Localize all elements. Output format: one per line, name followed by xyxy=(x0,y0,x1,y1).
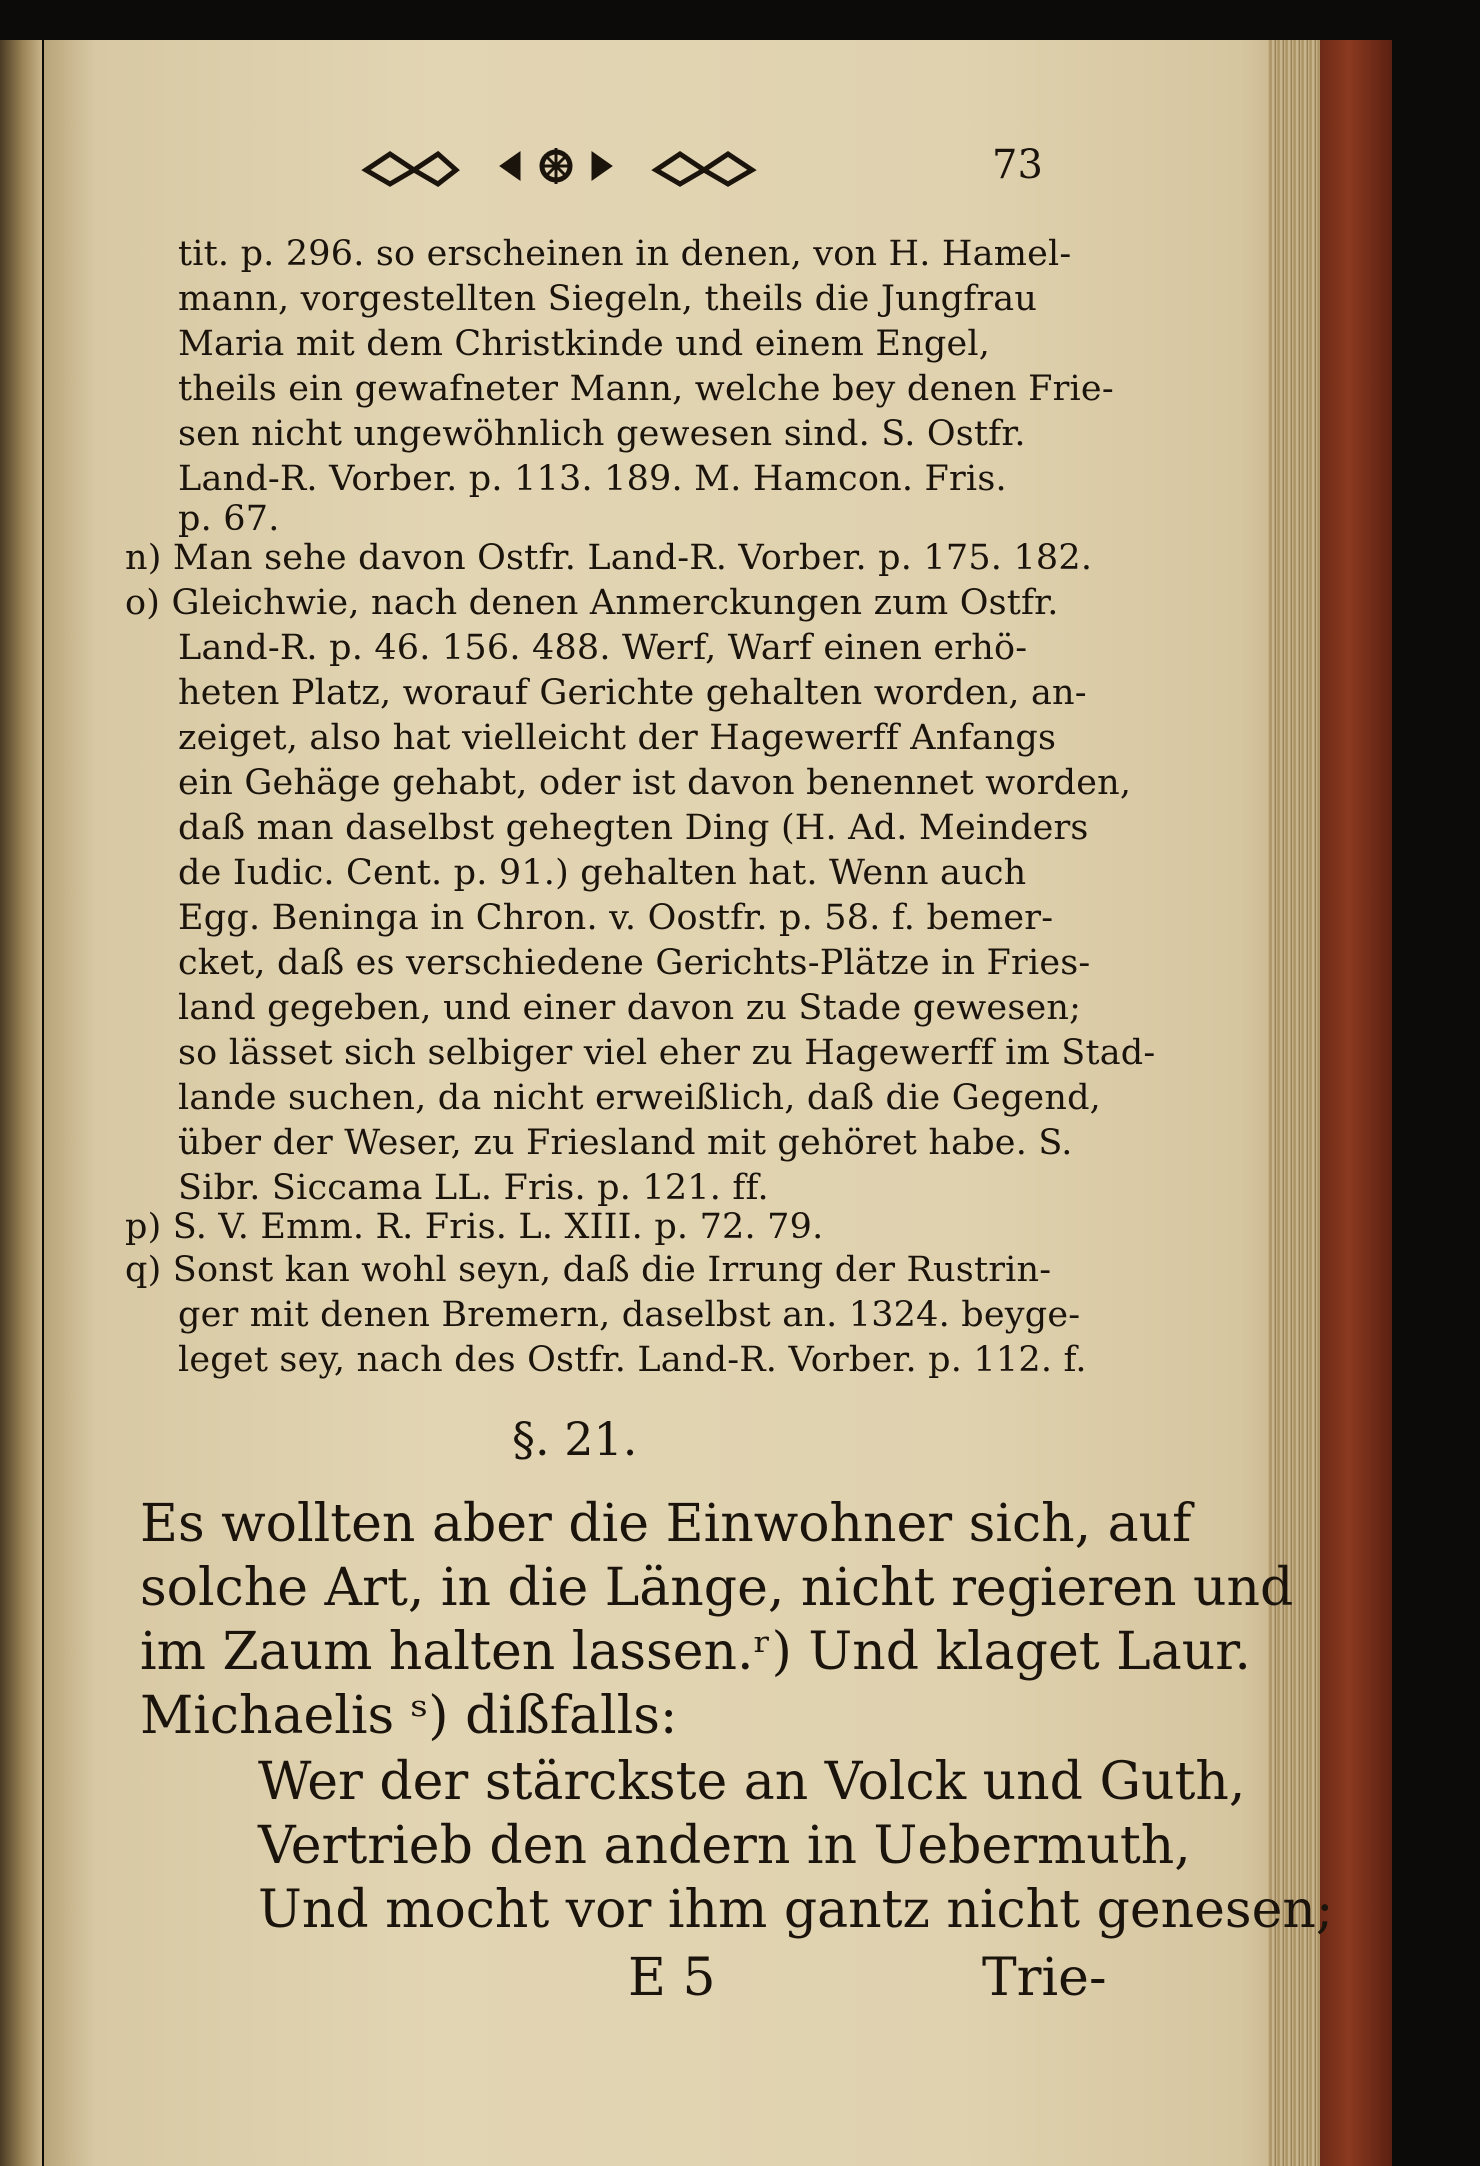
footnote-line: so lässet sich selbiger viel eher zu Hagewerff im Stad- xyxy=(178,1033,1156,1073)
footnote-line: zeiget, also hat vielleicht der Hagewerff Anfangs xyxy=(178,718,1057,758)
footnote-line: Maria mit dem Christkinde und einem Engel, xyxy=(178,324,991,364)
footnote-line: mann, vorgestellten Siegeln, theils die Jungfrau xyxy=(178,279,1038,319)
body-line: solche Art, in die Länge, nicht regieren und xyxy=(140,1558,1294,1618)
footnote-line: leget sey, nach des Ostfr. Land-R. Vorber. p. 112. f. xyxy=(178,1340,1087,1380)
footnote-line: sen nicht ungewöhnlich gewesen sind. S. Ostfr. xyxy=(178,414,1026,454)
verse-line: Vertrieb den andern in Uebermuth, xyxy=(258,1816,1191,1876)
page-block-edge xyxy=(1268,40,1320,2166)
footnote-line: land gegeben, und einer davon zu Stade gewesen; xyxy=(178,988,1082,1028)
footnote-line: tit. p. 296. so erscheinen in denen, von H. Hamel- xyxy=(178,234,1072,274)
footnote-line: heten Platz, worauf Gerichte gehalten worden, an- xyxy=(178,673,1087,713)
footnote-line: p. 67. xyxy=(178,499,280,539)
footnote-line: theils ein gewafneter Mann, welche bey denen Frie- xyxy=(178,369,1114,409)
section-heading: §. 21. xyxy=(512,1412,638,1466)
footnote-line: p) S. V. Emm. R. Fris. L. XIII. p. 72. 79. xyxy=(125,1207,824,1247)
body-line: im Zaum halten lassen.ʳ) Und klaget Laur. xyxy=(140,1622,1251,1682)
page-number: 73 xyxy=(992,142,1043,188)
footnote-line: cket, daß es verschiedene Gerichts-Plätze in Fries- xyxy=(178,943,1091,983)
body-line: Michaelis ˢ) dißfalls: xyxy=(140,1686,678,1746)
footnote-line: ger mit denen Bremern, daselbst an. 1324. beyge- xyxy=(178,1295,1081,1335)
verse-line: Und mocht vor ihm gantz nicht genesen; xyxy=(258,1880,1334,1940)
footnote-line: ein Gehäge gehabt, oder ist davon benennet worden, xyxy=(178,763,1132,803)
header-ornament-icon xyxy=(360,140,760,192)
footnote-line: daß man daselbst gehegten Ding (H. Ad. Meinders xyxy=(178,808,1089,848)
body-line: Es wollten aber die Einwohner sich, auf xyxy=(140,1494,1192,1554)
footnote-line: o) Gleichwie, nach denen Anmerckungen zum Ostfr. xyxy=(125,583,1059,623)
footnote-line: über der Weser, zu Friesland mit gehöret habe. S. xyxy=(178,1123,1073,1163)
footnote-line: Land-R. p. 46. 156. 488. Werf, Warf einen erhö- xyxy=(178,628,1028,668)
verse-line: Wer der stärckste an Volck und Guth, xyxy=(258,1752,1246,1812)
book-cover xyxy=(1320,40,1392,2166)
catchword: Trie- xyxy=(982,1948,1107,2008)
footnote-line: q) Sonst kan wohl seyn, daß die Irrung der Rustrin- xyxy=(125,1250,1052,1290)
footnote-line: Land-R. Vorber. p. 113. 189. M. Hamcon. Fris. xyxy=(178,459,1007,499)
signature-mark: E 5 xyxy=(628,1948,716,2008)
footnote-line: lande suchen, da nicht erweißlich, daß die Gegend, xyxy=(178,1078,1102,1118)
footnote-line: n) Man sehe davon Ostfr. Land-R. Vorber. p. 175. 182. xyxy=(125,538,1093,578)
facing-page-edge xyxy=(0,40,42,2166)
footnote-line: Egg. Beninga in Chron. v. Oostfr. p. 58. f. bemer- xyxy=(178,898,1054,938)
footnote-line: Sibr. Siccama LL. Fris. p. 121. ff. xyxy=(178,1168,769,1208)
footnote-line: de Iudic. Cent. p. 91.) gehalten hat. Wenn auch xyxy=(178,853,1027,893)
